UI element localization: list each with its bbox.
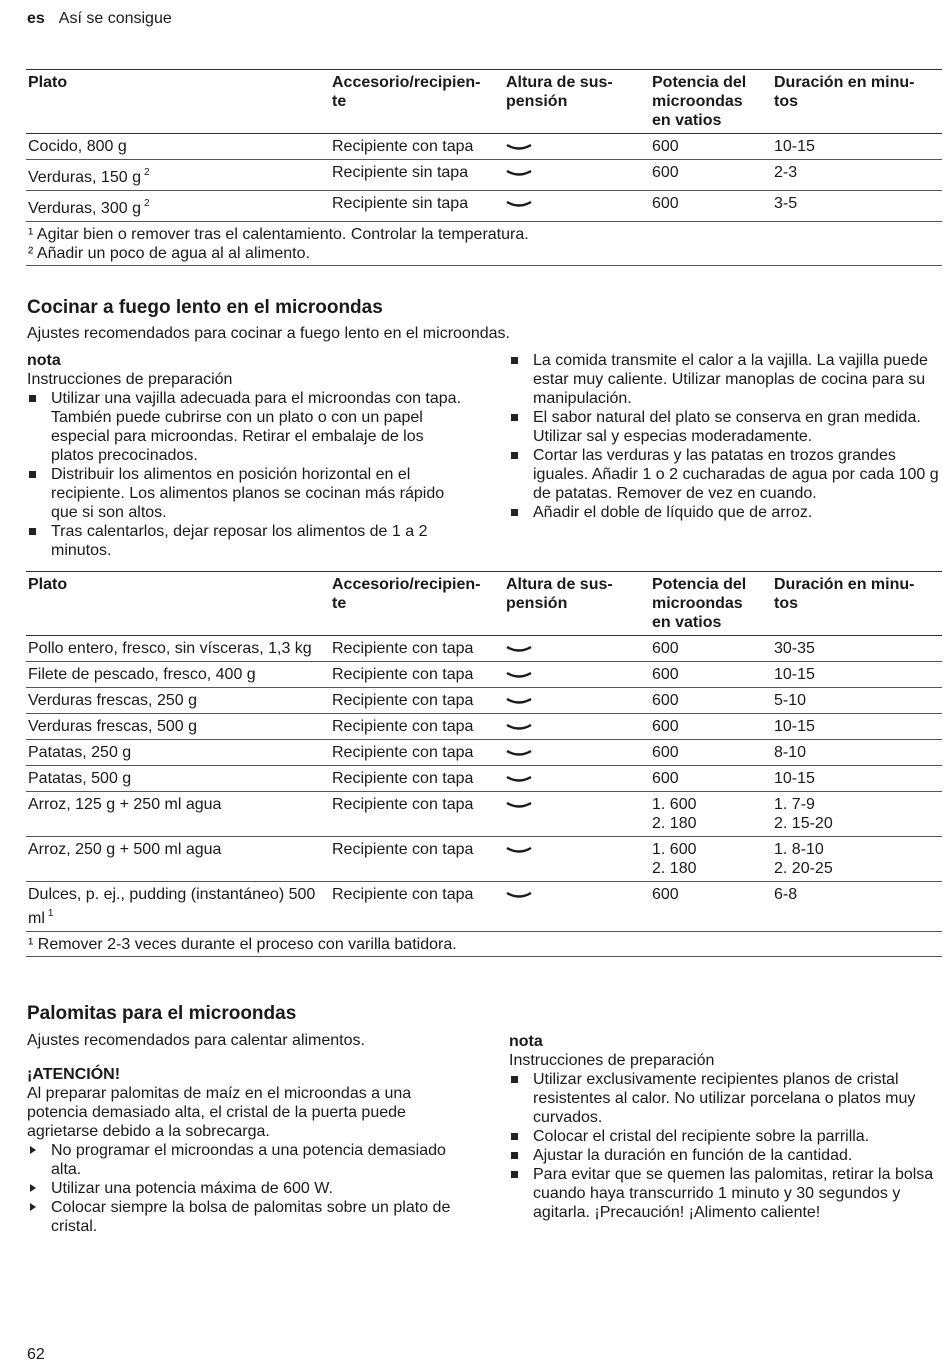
table-row: [26, 191, 942, 222]
slow-cook-notes-left: [27, 351, 467, 560]
popcorn-warning: [27, 1065, 467, 1236]
power-value: 600: [652, 718, 679, 735]
cell-potencia: [650, 134, 772, 160]
cell-accesorio: Recipiente sin tapa: [330, 191, 504, 222]
table-row: [26, 714, 942, 740]
power-value: 600: [652, 640, 679, 657]
cell-plato: [26, 134, 330, 160]
cell-accesorio: Recipiente con tapa: [330, 714, 504, 740]
nota-label: nota: [27, 352, 61, 369]
header-plato: Plato: [26, 70, 330, 134]
list-item: Distribuir los alimentos en posición horizontal en el recipiente. Los alimentos planos se cocinan más rápido que si son altos.: [27, 465, 467, 522]
cell-duracion: [772, 882, 942, 932]
dish-name: Cocido, 800 g: [28, 138, 127, 155]
cell-plato: [26, 662, 330, 688]
cell-potencia: [650, 688, 772, 714]
header-altura: Altura de sus- pensión: [504, 572, 650, 636]
cell-duracion: [772, 160, 942, 191]
level-bottom-icon: [506, 747, 532, 759]
list-item: Utilizar una potencia máxima de 600 W.: [27, 1179, 467, 1198]
list-item: Para evitar que se quemen las palomitas, retirar la bolsa cuando haya transcurrido 1 minuto y 30 segundos y agitarla. ¡Precaución! ¡Alimento caliente!: [509, 1165, 942, 1222]
footnote-text: ¹ Agitar bien o remover tras el calentamiento. Controlar la temperatura.: [28, 226, 529, 243]
footnote-ref: 1: [47, 908, 54, 919]
nota-subtitle: Instrucciones de preparación: [509, 1052, 715, 1069]
table-row: [26, 740, 942, 766]
nota-label: nota: [509, 1033, 543, 1050]
level-bottom-icon: [506, 643, 532, 655]
cell-altura: [504, 792, 650, 837]
cell-plato: [26, 882, 330, 932]
cell-plato: [26, 792, 330, 837]
footnote-ref: 2: [143, 198, 150, 209]
attention-text: Al preparar palomitas de maíz en el microondas a una potencia demasiado alta, el cristal de la puerta puede agrietarse debido a la sobrecarga.: [27, 1085, 412, 1140]
list-item: Añadir el doble de líquido que de arroz.: [509, 503, 942, 522]
table-row: [26, 688, 942, 714]
level-bottom-icon: [506, 773, 532, 785]
dish-name: Patatas, 250 g: [28, 744, 132, 761]
attention-label: ¡ATENCIÓN!: [27, 1066, 121, 1083]
table-row: [26, 160, 942, 191]
dish-name: Verduras, 300 g: [28, 200, 141, 217]
table-row: [26, 882, 942, 932]
duration-value: 10-15: [774, 718, 815, 735]
cell-duracion: [772, 792, 942, 837]
dish-name: Filete de pescado, fresco, 400 g: [28, 666, 256, 683]
power-value: 600: [652, 692, 679, 709]
power-value: 600: [652, 744, 679, 761]
cell-plato: [26, 740, 330, 766]
cell-duracion: [772, 662, 942, 688]
cell-altura: [504, 766, 650, 792]
cell-plato: [26, 766, 330, 792]
nota-subtitle: Instrucciones de preparación: [27, 371, 233, 388]
duration-value: 3-5: [774, 195, 798, 212]
footnotes: [26, 932, 942, 957]
level-bottom-icon: [506, 695, 532, 707]
section-title-popcorn: Palomitas para el microondas: [27, 1003, 297, 1024]
table-row: [26, 134, 942, 160]
power-value: 1. 600: [652, 841, 697, 858]
header-duracion: Duración en minu- tos: [772, 572, 942, 636]
cell-accesorio: Recipiente con tapa: [330, 792, 504, 837]
cell-altura: [504, 662, 650, 688]
cell-duracion: [772, 837, 942, 882]
slow-cook-notes-right: [509, 351, 942, 522]
power-value: 2. 180: [652, 815, 697, 832]
power-value: 600: [652, 886, 679, 903]
cell-accesorio: Recipiente con tapa: [330, 688, 504, 714]
cell-altura: [504, 636, 650, 662]
list-item: Utilizar una vajilla adecuada para el microondas con tapa. También puede cubrirse con un plato o con un papel especial para microondas. Retirar el embalaje de los platos precocinados.: [27, 389, 467, 465]
level-bottom-icon: [506, 799, 532, 811]
footnote-text: ¹ Remover 2-3 veces durante el proceso con varilla batidora.: [28, 936, 457, 953]
cell-accesorio: Recipiente con tapa: [330, 134, 504, 160]
list-item: Colocar el cristal del recipiente sobre la parrilla.: [509, 1127, 942, 1146]
cell-potencia: [650, 714, 772, 740]
cell-potencia: [650, 882, 772, 932]
cell-altura: [504, 714, 650, 740]
dish-name: Verduras frescas, 250 g: [28, 692, 197, 709]
power-value: 600: [652, 195, 679, 212]
duration-value: 10-15: [774, 138, 815, 155]
duration-value: 30-35: [774, 640, 815, 657]
list-item: La comida transmite el calor a la vajilla. La vajilla puede estar muy caliente. Utilizar manoplas de cocina para su manipulación.: [509, 351, 942, 408]
duration-value: 10-15: [774, 666, 815, 683]
cell-accesorio: Recipiente con tapa: [330, 662, 504, 688]
cell-accesorio: Recipiente con tapa: [330, 882, 504, 932]
language-code: es: [27, 10, 45, 27]
instruction-list: [509, 1070, 942, 1222]
table-row: [26, 766, 942, 792]
table-row: [26, 792, 942, 837]
dish-name: Verduras, 150 g: [28, 169, 141, 186]
duration-value: 10-15: [774, 770, 815, 787]
section-intro-popcorn: Ajustes recomendados para calentar alimentos.: [27, 1032, 365, 1049]
cell-plato: [26, 160, 330, 191]
list-item: Ajustar la duración en función de la cantidad.: [509, 1146, 942, 1165]
table-row: [26, 837, 942, 882]
cell-altura: [504, 191, 650, 222]
cell-duracion: [772, 766, 942, 792]
cell-duracion: [772, 191, 942, 222]
cell-potencia: [650, 662, 772, 688]
cell-altura: [504, 134, 650, 160]
warning-list: [27, 1141, 467, 1236]
table-reheat: [26, 69, 942, 266]
cell-potencia: [650, 740, 772, 766]
cell-duracion: [772, 134, 942, 160]
cell-duracion: [772, 740, 942, 766]
running-header: [27, 10, 172, 28]
cell-potencia: [650, 636, 772, 662]
dish-name: Arroz, 250 g + 500 ml agua: [28, 841, 222, 858]
footnote-row: [26, 222, 942, 266]
cell-accesorio: Recipiente con tapa: [330, 636, 504, 662]
list-item: Tras calentarlos, dejar reposar los alimentos de 1 a 2 minutos.: [27, 522, 467, 560]
dish-name: Arroz, 125 g + 250 ml agua: [28, 796, 222, 813]
duration-value: 6-8: [774, 886, 798, 903]
header-plato: Plato: [26, 572, 330, 636]
duration-value: 8-10: [774, 744, 807, 761]
list-item: Cortar las verduras y las patatas en trozos grandes iguales. Añadir 1 o 2 cucharadas de agua por cada 100 g de patatas. Remover de vez en cuando.: [509, 446, 942, 503]
table-header-row: [26, 70, 942, 134]
cell-duracion: [772, 688, 942, 714]
power-value: 600: [652, 666, 679, 683]
chapter-title: Así se consigue: [58, 10, 172, 27]
cell-altura: [504, 837, 650, 882]
cell-accesorio: Recipiente con tapa: [330, 837, 504, 882]
footnote-text: ² Añadir un poco de agua al al alimento.: [28, 245, 310, 262]
instruction-list: [509, 351, 942, 522]
power-value: 600: [652, 770, 679, 787]
cell-duracion: [772, 636, 942, 662]
header-potencia: Potencia del microondas en vatios: [650, 572, 772, 636]
cell-accesorio: Recipiente con tapa: [330, 766, 504, 792]
cell-plato: [26, 688, 330, 714]
power-value: 600: [652, 138, 679, 155]
duration-value: 2. 15-20: [774, 815, 833, 832]
duration-value: 1. 7-9: [774, 796, 815, 813]
section-title-slow-cook: Cocinar a fuego lento en el microondas: [27, 297, 383, 318]
level-bottom-icon: [506, 669, 532, 681]
level-bottom-icon: [506, 844, 532, 856]
cell-plato: [26, 837, 330, 882]
header-altura: Altura de sus- pensión: [504, 70, 650, 134]
duration-value: 2-3: [774, 164, 798, 181]
cell-altura: [504, 160, 650, 191]
page-number: 62: [27, 1346, 45, 1363]
level-bottom-icon: [506, 167, 532, 179]
header-accesorio: Accesorio/recipien- te: [330, 572, 504, 636]
cell-potencia: [650, 837, 772, 882]
duration-value: 1. 8-10: [774, 841, 824, 858]
power-value: 2. 180: [652, 860, 697, 877]
level-bottom-icon: [506, 198, 532, 210]
cell-potencia: [650, 160, 772, 191]
dish-name: Patatas, 500 g: [28, 770, 132, 787]
footnotes: [26, 222, 942, 266]
list-item: No programar el microondas a una potencia demasiado alta.: [27, 1141, 467, 1179]
cell-accesorio: Recipiente con tapa: [330, 740, 504, 766]
list-item: Utilizar exclusivamente recipientes planos de cristal resistentes al calor. No utilizar porcelana o platos muy curvados.: [509, 1070, 942, 1127]
dish-name: Pollo entero, fresco, sin vísceras, 1,3 kg: [28, 640, 312, 657]
level-bottom-icon: [506, 721, 532, 733]
cell-potencia: [650, 191, 772, 222]
table-row: [26, 636, 942, 662]
instruction-list: [27, 389, 467, 560]
footnote-ref: 2: [143, 167, 150, 178]
list-item: Colocar siempre la bolsa de palomitas sobre un plato de cristal.: [27, 1198, 467, 1236]
table-slow-cook: [26, 571, 942, 957]
duration-value: 5-10: [774, 692, 807, 709]
level-bottom-icon: [506, 141, 532, 153]
section-intro-slow-cook: Ajustes recomendados para cocinar a fuego lento en el microondas.: [27, 325, 510, 342]
table-row: [26, 662, 942, 688]
level-bottom-icon: [506, 889, 532, 901]
cell-altura: [504, 740, 650, 766]
cell-altura: [504, 882, 650, 932]
header-accesorio: Accesorio/recipien- te: [330, 70, 504, 134]
table-header-row: [26, 572, 942, 636]
header-duracion: Duración en minu- tos: [772, 70, 942, 134]
popcorn-notes: [509, 1032, 942, 1222]
power-value: 1. 600: [652, 796, 697, 813]
cell-plato: [26, 191, 330, 222]
cell-plato: [26, 636, 330, 662]
footnote-row: [26, 932, 942, 957]
cell-potencia: [650, 792, 772, 837]
power-value: 600: [652, 164, 679, 181]
cell-altura: [504, 688, 650, 714]
cell-plato: [26, 714, 330, 740]
cell-potencia: [650, 766, 772, 792]
dish-name: Dulces, p. ej., pudding (instantáneo) 500 ml: [28, 886, 316, 927]
cell-accesorio: Recipiente sin tapa: [330, 160, 504, 191]
list-item: El sabor natural del plato se conserva en gran medida. Utilizar sal y especias moderadamente.: [509, 408, 942, 446]
cell-duracion: [772, 714, 942, 740]
dish-name: Verduras frescas, 500 g: [28, 718, 197, 735]
header-potencia: Potencia del microondas en vatios: [650, 70, 772, 134]
duration-value: 2. 20-25: [774, 860, 833, 877]
